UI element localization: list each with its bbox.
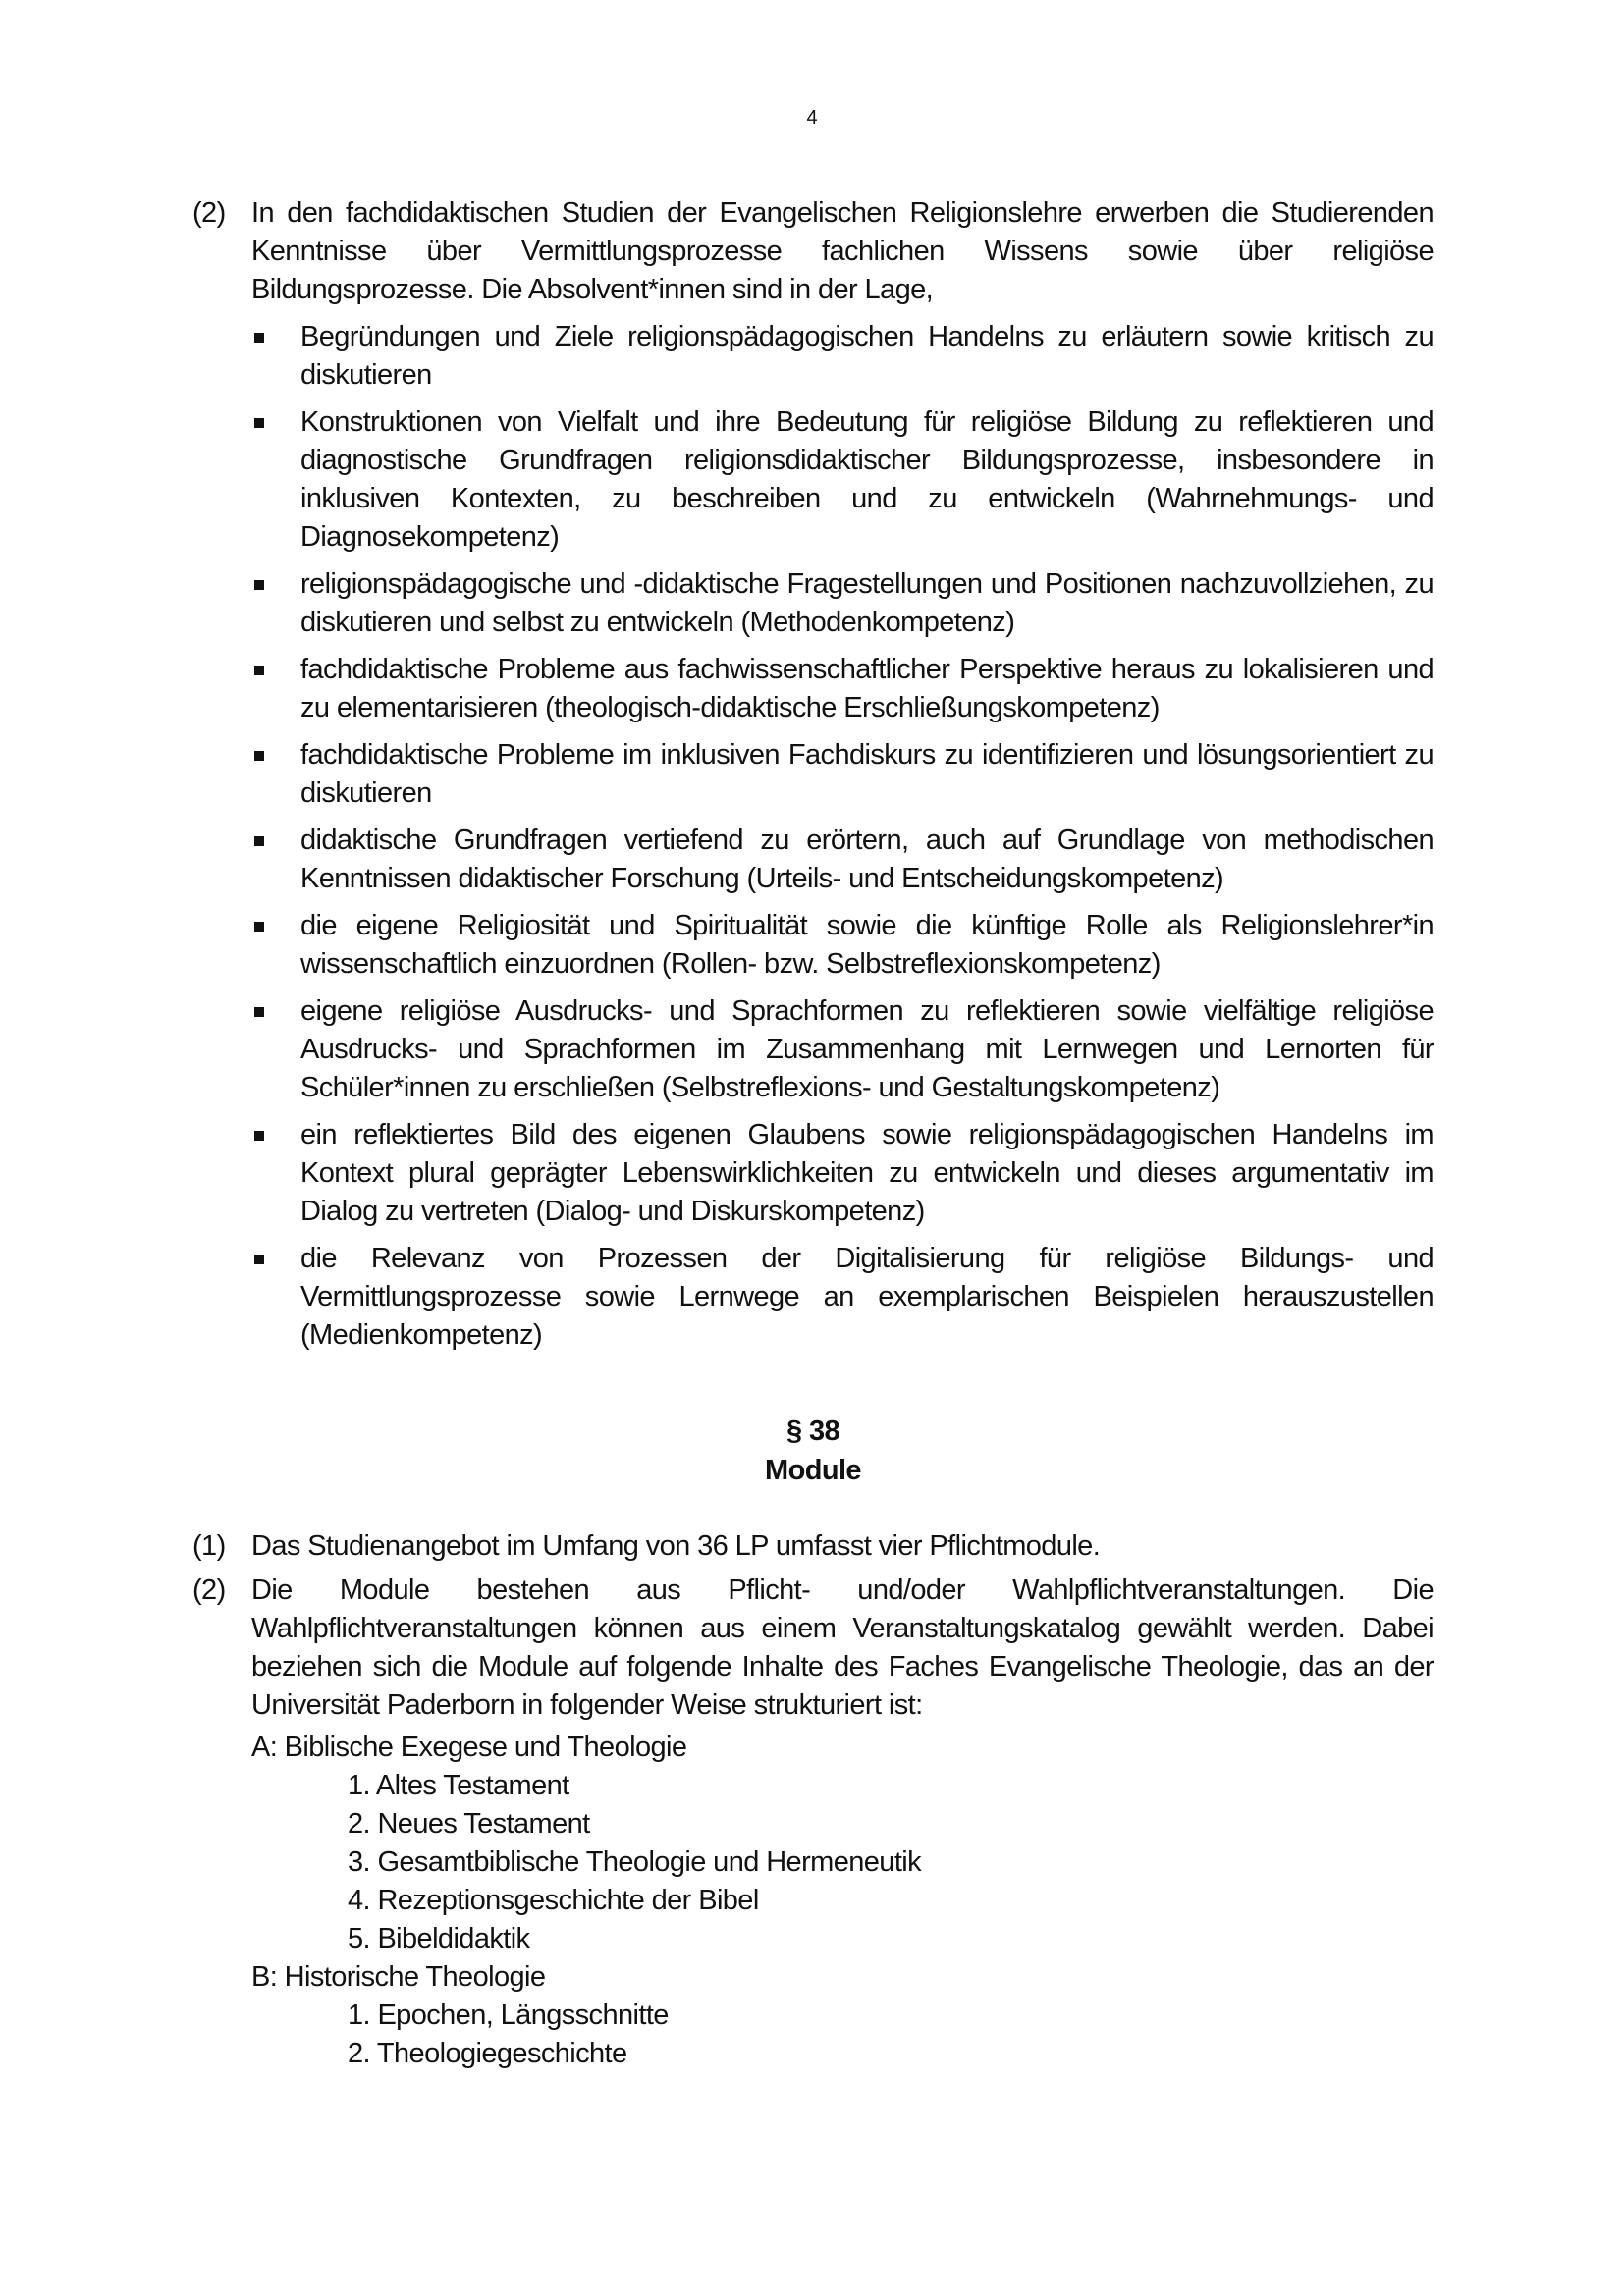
content-group-a [251,1729,1434,1958]
paragraph-2-competences [192,194,1434,1355]
document-body [192,194,1434,2073]
list-item: 1. Epochen, Längsschnitte [348,2000,669,2031]
module-paragraph-2 [192,1572,1434,2073]
list-item: fachdidaktische Probleme aus fachwissenschaftlicher Perspektive heraus zu lokalisieren und zu elementarisieren (theologisch-didaktische Erschließungskompetenz) [251,651,1434,727]
list-item: Konstruktionen von Vielfalt und ihre Bedeutung für religiöse Bildung zu reflektieren und diagnostische Grundfragen religionsdidaktischer Bildungsprozesse, insbesondere in inklusiven Kontexten, zu beschreiben und zu entwickeln (Wahrnehmungs- und Diagnosekompetenz) [251,403,1434,557]
list-item: religionspädagogische und -didaktische Fragestellungen und Positionen nachzuvollziehen, zu diskutieren und selbst zu entwickeln (Methodenkompetenz) [251,565,1434,642]
paragraph-number: (1) [192,1530,226,1562]
group-heading: B: Historische Theologie [251,1961,546,1993]
list-item: 1. Altes Testament [348,1770,569,1801]
list-item: 4. Rezeptionsgeschichte der Bibel [348,1885,759,1916]
paragraph-number: (2) [192,197,226,229]
list-item: Begründungen und Ziele religionspädagogischen Handelns zu erläutern sowie kritisch zu diskutieren [251,318,1434,395]
list-item: didaktische Grundfragen vertiefend zu erörtern, auch auf Grundlage von methodischen Kenntnissen didaktischer Forschung (Urteils- und Entscheidungskompetenz) [251,822,1434,898]
content-group-b [251,1958,1434,2073]
list-item: die Relevanz von Prozessen der Digitalisierung für religiöse Bildungs- und Vermittlungsprozesse sowie Lernwege an exemplarischen Beispielen herauszustellen (Medienkompetenz) [251,1240,1434,1355]
page-number: 4 [806,107,818,129]
list-item: 2. Theologiegeschichte [348,2038,627,2069]
section-title: Module [765,1455,861,1486]
list-item: die eigene Religiosität und Spiritualität sowie die künftige Rolle als Religionslehrer*in wissenschaftlich einzuordnen (Rollen- bzw. Selbstreflexionskompetenz) [251,907,1434,984]
module-paragraph-1 [192,1527,1434,1566]
paragraph-number: (2) [192,1575,226,1606]
section-heading [192,1412,1434,1490]
list-item: 5. Bibeldidaktik [348,1923,530,1954]
paragraph-text: In den fachdidaktischen Studien der Evangelischen Religionslehre erwerben die Studierenden Kenntnisse über Vermittlungsprozesse fachlichen Wissens sowie über religiöse Bildungsprozesse. Die Absolvent*innen sind in der Lage, [251,197,1434,305]
section-number: § 38 [785,1415,840,1447]
group-heading: A: Biblische Exegese und Theologie [251,1732,687,1763]
list-item: fachdidaktische Probleme im inklusiven Fachdiskurs zu identifizieren und lösungsorientiert zu diskutieren [251,736,1434,813]
competence-list [251,318,1434,1355]
list-item: ein reflektiertes Bild des eigenen Glaubens sowie religionspädagogischen Handelns im Kontext plural geprägter Lebenswirklichkeiten zu entwickeln und dieses argumentativ im Dialog zu vertreten (Dialog- und Diskurskompetenz) [251,1116,1434,1231]
list-item: 2. Neues Testament [348,1808,590,1840]
list-item: 3. Gesamtbiblische Theologie und Hermeneutik [348,1846,922,1878]
paragraph-text: Das Studienangebot im Umfang von 36 LP umfasst vier Pflichtmodule. [251,1530,1101,1562]
list-item: eigene religiöse Ausdrucks- und Sprachformen zu reflektieren sowie vielfältige religiöse Ausdrucks- und Sprachformen im Zusammenhang mit Lernwegen und Lernorten für Schüler*innen zu erschließen (Selbstreflexions- und Gestaltungskompetenz) [251,992,1434,1107]
paragraph-text: Die Module bestehen aus Pflicht- und/oder Wahlpflichtveranstaltungen. Die Wahlpflichtveranstaltungen können aus einem Veranstaltungskatalog gewählt werden. Dabei beziehen sich die Module auf folgende Inhalte des Faches Evangelische Theologie, das an der Universität Paderborn in folgender Weise strukturiert ist: [251,1575,1434,1721]
